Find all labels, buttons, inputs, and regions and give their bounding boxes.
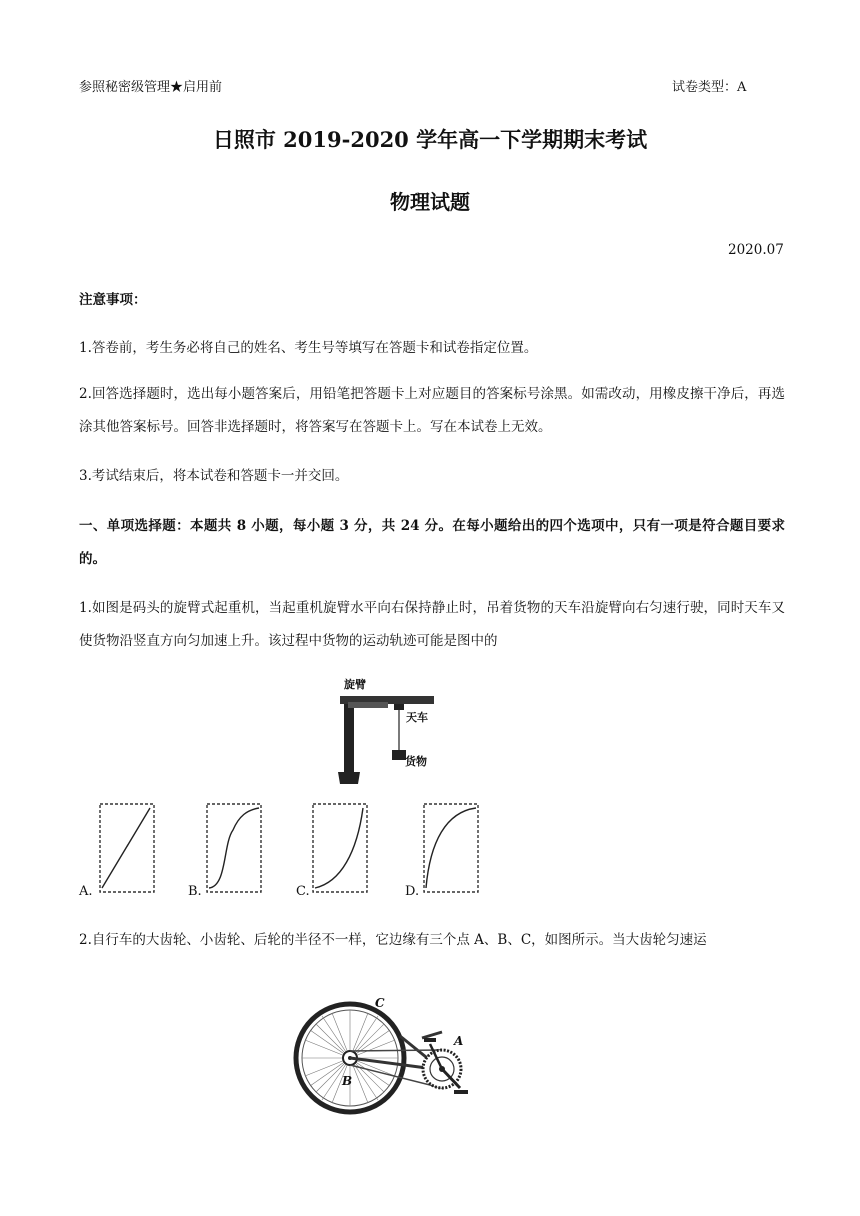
paper-type: 试卷类型：A bbox=[672, 80, 747, 95]
note-item-3: 3.考试结束后，将本试卷和答题卡一并交回。 bbox=[79, 468, 349, 484]
notes-heading: 注意事项： bbox=[79, 292, 147, 308]
option-b-label: B. bbox=[188, 884, 202, 899]
label-arm: 旋臂 bbox=[344, 678, 366, 691]
exam-title: 日照市 2019-2020 学年高一下学期期末考试 bbox=[212, 127, 648, 152]
confidentiality-note: 参照秘密级管理★启用前 bbox=[79, 80, 223, 95]
point-a-label: A bbox=[454, 1034, 464, 1048]
bicycle-gear-figure bbox=[292, 996, 478, 1124]
note-item-2: 2.回答选择题时，选出每小题答案后，用铅笔把答题卡上对应题目的答案标号涂黑。如需改动，用橡皮擦干净后，再选涂其他答案标号。回答非选择题时，将答案写在答题卡上。写在本试卷上无效。 bbox=[79, 386, 785, 435]
option-c-label: C. bbox=[296, 884, 310, 899]
question-2-text: 2.自行车的大齿轮、小齿轮、后轮的半径不一样，它边缘有三个点 A、B、C，如图所示。当大齿轮匀速运 bbox=[79, 932, 707, 948]
option-d-label: D. bbox=[405, 884, 420, 899]
option-d-graph bbox=[422, 802, 480, 894]
question-1-text: 1.如图是码头的旋臂式起重机，当起重机旋臂水平向右保持静止时，吊着货物的天车沿旋臂向右匀速行驶，同时天车又使货物沿竖直方向匀加速上升。该过程中货物的运动轨迹可能是图中的 bbox=[79, 600, 785, 649]
exam-date: 2020.07 bbox=[728, 242, 784, 258]
exam-subtitle: 物理试题 bbox=[390, 190, 470, 214]
point-c-label: C bbox=[375, 996, 385, 1010]
option-a-label: A. bbox=[79, 884, 93, 899]
label-trolley: 天车 bbox=[406, 711, 428, 724]
option-a-graph bbox=[98, 802, 156, 894]
label-cargo: 货物 bbox=[405, 755, 427, 768]
note-item-1: 1.答卷前，考生务必将自己的姓名、考生号等填写在答题卡和试卷指定位置。 bbox=[79, 340, 538, 356]
option-b-graph bbox=[205, 802, 263, 894]
crane-figure bbox=[322, 672, 442, 794]
point-b-label: B bbox=[342, 1074, 353, 1088]
section-heading: 一、单项选择题：本题共 8 小题，每小题 3 分，共 24 分。在每小题给出的四个选项中，只有一项是符合题目要求的。 bbox=[79, 518, 785, 567]
option-c-graph bbox=[311, 802, 369, 894]
